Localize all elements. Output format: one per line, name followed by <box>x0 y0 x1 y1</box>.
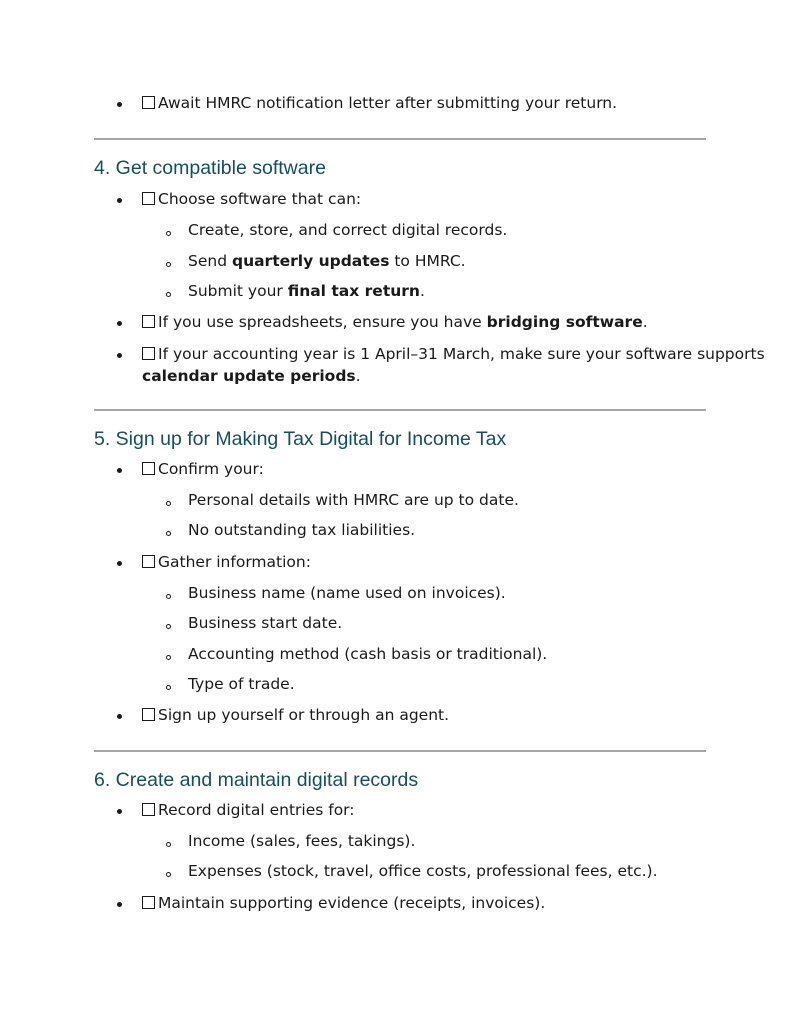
sub-item: No outstanding tax liabilities. <box>188 521 416 539</box>
sub-item: Personal details with HMRC are up to date. <box>188 491 519 509</box>
checklist-item: Maintain supporting evidence (receipts, invoices). <box>142 894 545 912</box>
sub-bullet <box>166 231 171 236</box>
bullet <box>117 561 122 566</box>
checkbox[interactable] <box>142 555 155 568</box>
checklist-item: Confirm your: <box>142 460 264 478</box>
bullet <box>117 102 122 107</box>
checkbox[interactable] <box>142 803 155 816</box>
sub-bullet <box>166 685 171 690</box>
sub-bullet <box>166 624 171 629</box>
section-divider <box>94 138 706 140</box>
bullet <box>117 468 122 473</box>
checklist-item: Await HMRC notification letter after submitting your return. <box>142 94 617 112</box>
checkbox[interactable] <box>142 708 155 721</box>
bullet <box>117 714 122 719</box>
sub-item: Send quarterly updates to HMRC. <box>188 252 466 270</box>
sub-bullet <box>166 501 171 506</box>
sub-item: Accounting method (cash basis or traditional). <box>188 645 548 663</box>
section-heading: 4. Get compatible software <box>94 157 326 179</box>
sub-item: Business start date. <box>188 614 343 632</box>
sub-bullet <box>166 872 171 877</box>
section-divider <box>94 750 706 752</box>
sub-bullet <box>166 531 171 536</box>
section-heading: 5. Sign up for Making Tax Digital for Income Tax <box>94 428 507 450</box>
checklist-item: Record digital entries for: <box>142 801 355 819</box>
checklist-item-continuation: calendar update periods. <box>142 367 361 385</box>
section-divider <box>94 409 706 411</box>
checkbox[interactable] <box>142 315 155 328</box>
bullet <box>117 809 122 814</box>
sub-item: Business name (name used on invoices). <box>188 584 506 602</box>
bullet <box>117 353 122 358</box>
bullet <box>117 198 122 203</box>
sub-bullet <box>166 262 171 267</box>
checklist-item: Sign up yourself or through an agent. <box>142 706 449 724</box>
checkbox[interactable] <box>142 192 155 205</box>
sub-item: Submit your final tax return. <box>188 282 425 300</box>
checklist-item: If your accounting year is 1 April–31 March, make sure your software supports <box>142 345 765 363</box>
sub-bullet <box>166 292 171 297</box>
sub-item: Expenses (stock, travel, office costs, professional fees, etc.). <box>188 862 658 880</box>
sub-item: Type of trade. <box>188 675 295 693</box>
checkbox[interactable] <box>142 347 155 360</box>
sub-bullet <box>166 594 171 599</box>
sub-bullet <box>166 655 171 660</box>
checklist-item: Gather information: <box>142 553 311 571</box>
checkbox[interactable] <box>142 896 155 909</box>
bullet <box>117 321 122 326</box>
bullet <box>117 902 122 907</box>
sub-item: Create, store, and correct digital records. <box>188 221 508 239</box>
checkbox[interactable] <box>142 96 155 109</box>
checkbox[interactable] <box>142 462 155 475</box>
sub-bullet <box>166 842 171 847</box>
checklist-item: If you use spreadsheets, ensure you have bridging software. <box>142 313 648 331</box>
section-heading: 6. Create and maintain digital records <box>94 769 419 791</box>
sub-item: Income (sales, fees, takings). <box>188 832 416 850</box>
checklist-item: Choose software that can: <box>142 190 361 208</box>
